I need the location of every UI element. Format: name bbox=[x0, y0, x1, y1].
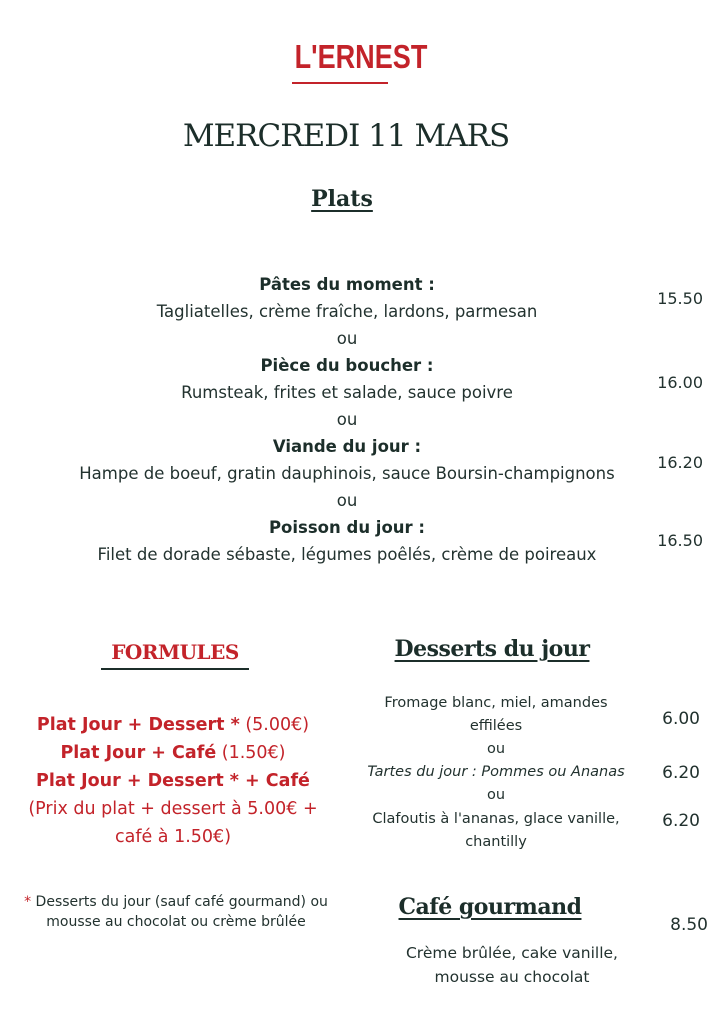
cafe-gourmand-line-2: mousse au chocolat bbox=[434, 968, 590, 986]
plat-price-3: 16.20 bbox=[657, 453, 703, 472]
dessert-price-2: 6.20 bbox=[662, 763, 700, 783]
footnote-star: * bbox=[24, 894, 32, 910]
dessert-or-1: ou bbox=[486, 741, 506, 757]
cafe-gourmand-heading: Café gourmand bbox=[398, 894, 582, 920]
dessert-3-line-1: Clafoutis à l'ananas, glace vanille, bbox=[372, 811, 620, 827]
formule-price-note-2: café à 1.50€) bbox=[114, 827, 232, 847]
dessert-1-line-2: effilées bbox=[469, 718, 523, 734]
plat-price-4: 16.50 bbox=[657, 531, 703, 550]
plat-or-2: ou bbox=[336, 410, 358, 429]
dessert-or-2: ou bbox=[486, 787, 506, 803]
cafe-gourmand-line-1: Crème brûlée, cake vanille, bbox=[405, 944, 618, 962]
plats-heading: Plats bbox=[311, 186, 373, 212]
dessert-3-line-2: chantilly bbox=[465, 834, 527, 850]
plat-or-1: ou bbox=[336, 329, 358, 348]
plat-description-3: Hampe de boeuf, gratin dauphinois, sauce Boursin-champignons bbox=[79, 464, 615, 483]
formules-underline bbox=[101, 668, 249, 670]
desserts-heading: Desserts du jour bbox=[394, 636, 590, 662]
desserts-footnote: * Desserts du jour (sauf café gourmand) ou mousse au chocolat ou crème brûlée bbox=[24, 894, 328, 930]
formule-line-2: Plat Jour + Café (1.50€) bbox=[60, 743, 286, 763]
plat-or-3: ou bbox=[336, 491, 358, 510]
plat-description-4: Filet de dorade sébaste, légumes poêlés, crème de poireaux bbox=[97, 545, 597, 564]
plat-description-1: Tagliatelles, crème fraîche, lardons, parmesan bbox=[156, 302, 538, 321]
cafe-gourmand-price: 8.50 bbox=[670, 915, 708, 935]
plat-name-2: Pièce du boucher : bbox=[260, 356, 434, 375]
dessert-1-line-1: Fromage blanc, miel, amandes bbox=[384, 695, 608, 711]
plat-name-3: Viande du jour : bbox=[272, 437, 422, 456]
dessert-2: Tartes du jour : Pommes ou Ananas bbox=[367, 764, 625, 780]
plat-name-1: Pâtes du moment : bbox=[259, 275, 435, 294]
logo-underline bbox=[292, 82, 388, 84]
dessert-price-3: 6.20 bbox=[662, 811, 700, 831]
formule-line-3: Plat Jour + Dessert * + Café bbox=[36, 771, 310, 791]
plat-name-4: Poisson du jour : bbox=[268, 518, 426, 537]
plat-description-2: Rumsteak, frites et salade, sauce poivre bbox=[181, 383, 513, 402]
plat-price-1: 15.50 bbox=[657, 289, 703, 308]
menu-date: MERCREDI 11 MARS bbox=[182, 118, 510, 154]
dessert-price-1: 6.00 bbox=[662, 709, 700, 729]
plat-price-2: 16.00 bbox=[657, 373, 703, 392]
formule-line-1: Plat Jour + Dessert * (5.00€) bbox=[36, 715, 310, 735]
restaurant-logo: L'ERNEST bbox=[294, 38, 428, 75]
formule-price-note-1: (Prix du plat + dessert à 5.00€ + bbox=[28, 799, 318, 819]
formules-heading: FORMULES bbox=[111, 640, 239, 664]
